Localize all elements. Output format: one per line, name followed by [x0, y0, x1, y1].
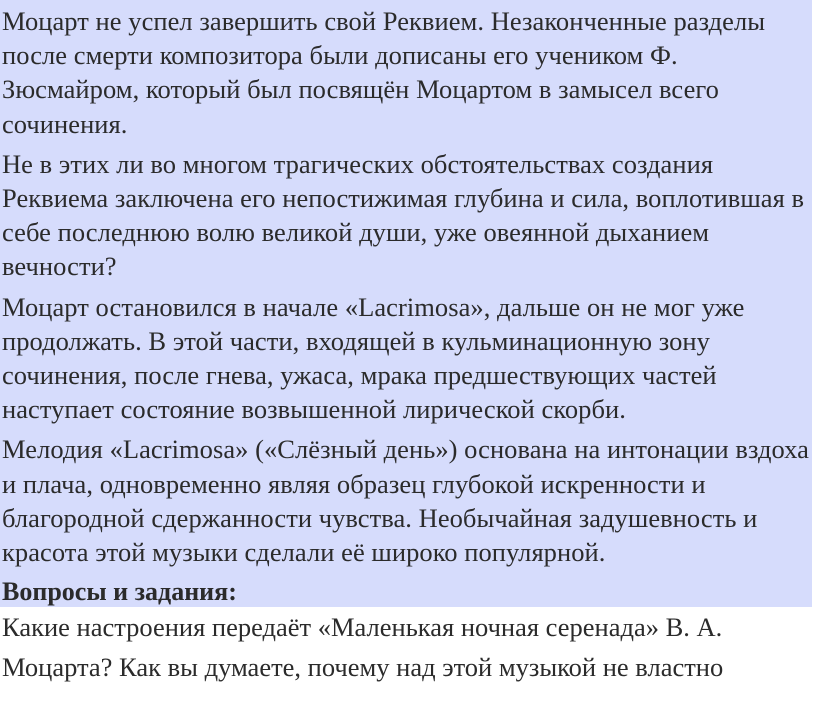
- paragraph-1: Моцарт не успел завершить свой Реквием. Незаконченные разделы после смерти композитора были дописаны его учеником Ф. Зюсмайром, который был посвящён Моцартом в замысел всего сочинения.: [2, 6, 766, 139]
- questions-heading: Вопросы и задания:: [0, 575, 812, 607]
- question-text: Какие настроения передаёт «Маленькая ночная серенада» В. А. Моцарта? Как вы думаете, почему над этой музыкой не властно: [2, 612, 724, 683]
- paragraph-4: Мелодия «Lacrimosa» («Слёзный день») основана на интонации вздоха и плача, одновременно являя образец глубокой искренности и благородной сдержанности чувства. Необычайная задушевность и красота этой музыки сделали её широко популярной.: [2, 434, 809, 568]
- paragraph-3: Моцарт остановился в начале «Lacrimosa», дальше он не мог уже продолжать. В этой части, входящей в кульминационную зону сочинения, после гнева, ужаса, мрака предшествующих частей наступает состояние возвышенной лирической скорби.: [2, 291, 745, 425]
- paragraph-2: Не в этих ли во многом трагических обстоятельствах создания Реквиема заключена его непостижимая глубина и сила, воплотившая в себе последнюю волю великой души, уже овеянной дыханием вечности?: [2, 148, 805, 282]
